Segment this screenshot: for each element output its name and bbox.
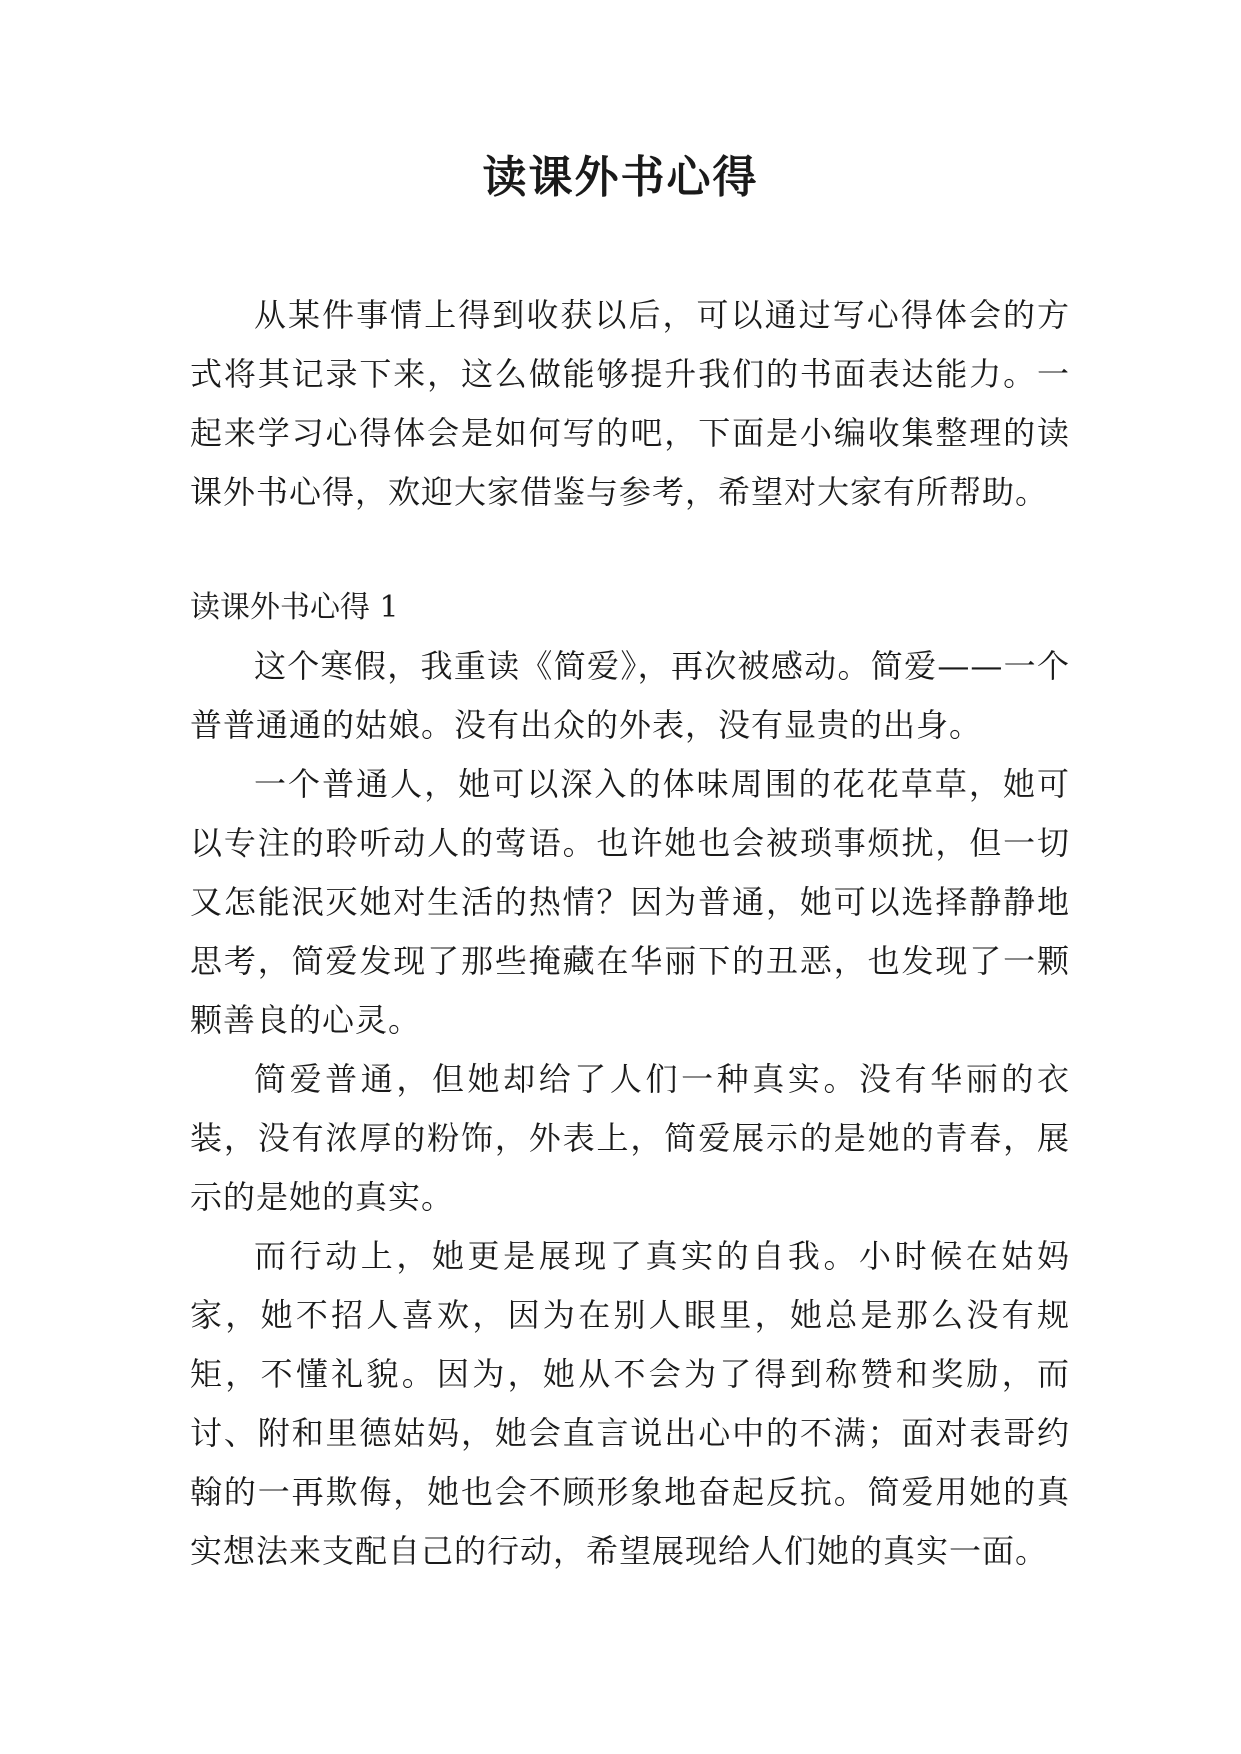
intro-paragraph: 从某件事情上得到收获以后，可以通过写心得体会的方式将其记录下来，这么做能够提升我们的书面表达能力。一起来学习心得体会是如何写的吧，下面是小编收集整理的读课外书心得，欢迎大家借鉴与参考，希望对大家有所帮助。 [190,296,1070,511]
document-title: 读课外书心得 [482,152,759,203]
section-heading: 读课外书心得 1 [190,590,399,625]
paragraph: 而行动上，她更是展现了真实的自我。小时候在姑妈家，她不招人喜欢，因为在别人眼里，她总是那么没有规矩，不懂礼貌。因为，她从不会为了得到称赞和奖励，而讨、附和里德姑妈，她会直言说出心中的不满；面对表哥约翰的一再欺侮，她也会不顾形象地奋起反抗。简爱用她的真实想法来支配自己的行动，希望展现给人们她的真实一面。 [190,1237,1070,1570]
paragraph: 一个普通人，她可以深入的体味周围的花花草草，她可以专注的聆听动人的莺语。也许她也会被琐事烦扰，但一切又怎能泯灭她对生活的热情？因为普通，她可以选择静静地思考，简爱发现了那些掩藏在华丽下的丑恶，也发现了一颗颗善良的心灵。 [190,765,1070,1039]
intro-section [190,286,1070,522]
section-1 [190,578,1070,1581]
paragraph: 这个寒假，我重读《简爱》，再次被感动。简爱——一个普普通通的姑娘。没有出众的外表，没有显贵的出身。 [190,647,1070,744]
paragraph: 简爱普通，但她却给了人们一种真实。没有华丽的衣装，没有浓厚的粉饰，外表上，简爱展示的是她的青春，展示的是她的真实。 [190,1060,1070,1216]
